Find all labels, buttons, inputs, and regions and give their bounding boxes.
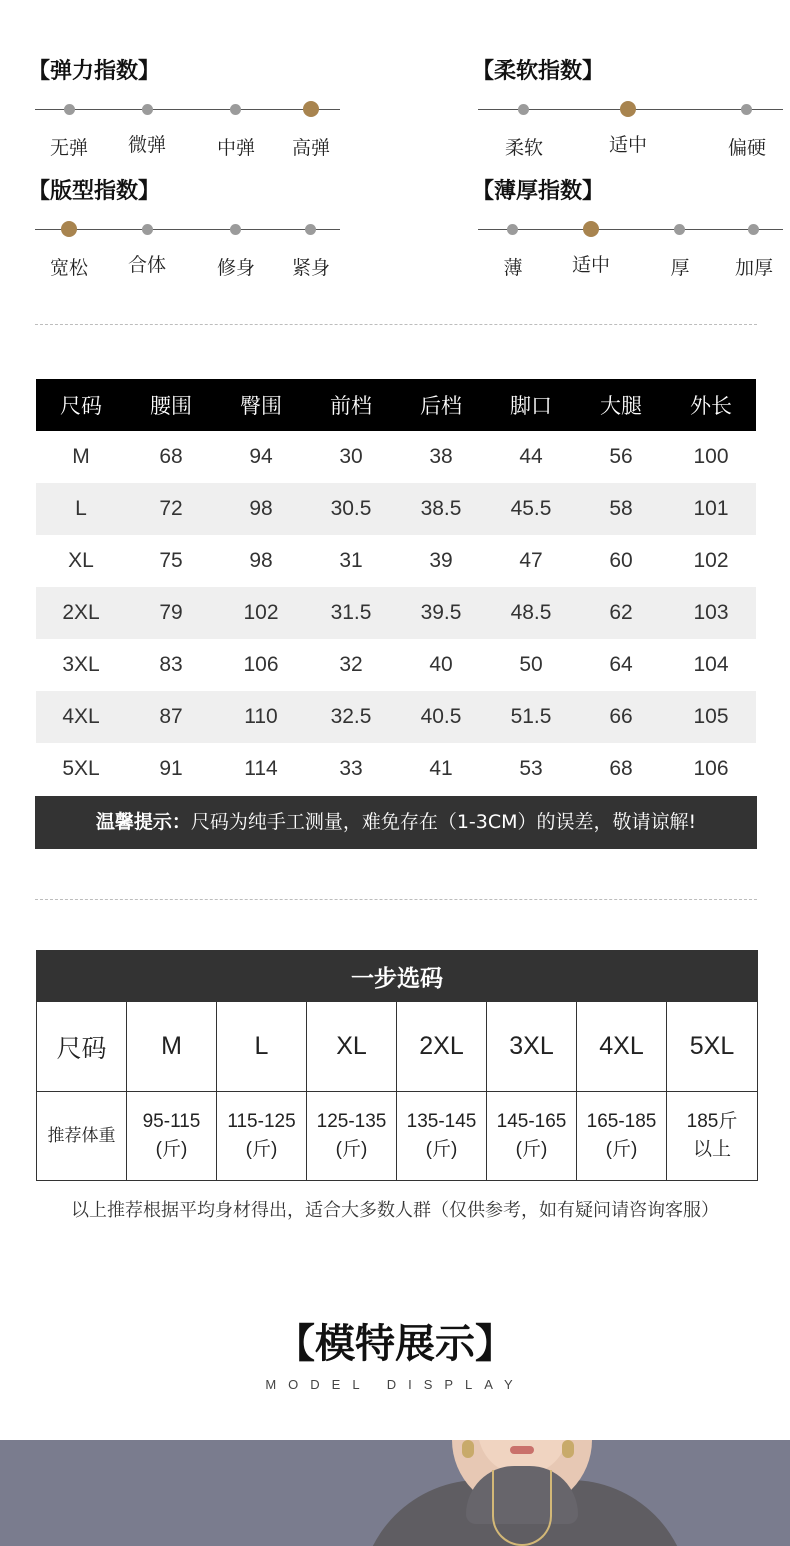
table-cell: 32	[339, 653, 363, 676]
table-cell: 110	[216, 691, 306, 743]
table-cell: 62	[576, 587, 666, 639]
elasticity-label: 微弹	[127, 134, 167, 156]
divider	[35, 899, 757, 900]
table-cell: 104	[693, 653, 729, 676]
softness-index-title: 【柔软指数】	[472, 59, 605, 84]
weight-range: 95-115	[142, 1111, 201, 1132]
table-row	[36, 743, 756, 795]
table-cell: 31.5	[306, 587, 396, 639]
table-cell: 2XL	[36, 587, 126, 639]
table-cell: 4XL	[36, 691, 126, 743]
header-front-rise: 前档	[306, 379, 396, 431]
fit-dot-1-selected	[61, 221, 77, 237]
measurement-tip-banner	[35, 796, 757, 849]
table-cell: 98	[216, 483, 306, 535]
weight-range: 125-135	[316, 1111, 387, 1132]
fit-label: 修身	[216, 257, 256, 279]
elasticity-dot-3	[230, 104, 241, 115]
weight-cell	[307, 1092, 397, 1181]
weight-cell	[127, 1092, 217, 1181]
elasticity-scale-line	[35, 109, 340, 110]
quick-size-title: 一步选码	[37, 951, 758, 1002]
weight-cell	[577, 1092, 667, 1181]
weight-cell	[667, 1092, 758, 1181]
weight-unit: (斤)	[245, 1139, 278, 1160]
table-cell: 3XL	[62, 653, 100, 676]
table-row	[36, 691, 756, 743]
table-cell: 68	[609, 757, 633, 780]
size-chart-table	[36, 379, 756, 795]
table-cell: 31	[339, 549, 363, 572]
weight-unit: (斤)	[605, 1139, 638, 1160]
quick-size-row	[37, 1002, 758, 1092]
model-earring-right	[562, 1440, 574, 1458]
table-cell: 60	[609, 549, 633, 572]
table-cell: 58	[576, 483, 666, 535]
thickness-label: 加厚	[734, 257, 774, 279]
table-cell: L	[36, 483, 126, 535]
table-cell: 51.5	[486, 691, 576, 743]
fit-scale-line	[35, 229, 340, 230]
softness-dot-3	[741, 104, 752, 115]
table-cell: 47	[519, 549, 543, 572]
tip-label: 温馨提示：	[95, 811, 191, 833]
table-row	[36, 535, 756, 587]
table-cell: 94	[249, 445, 273, 468]
weight-range: 185斤	[686, 1111, 738, 1132]
softness-label: 偏硬	[727, 137, 767, 159]
table-cell: 44	[519, 445, 543, 468]
weight-range: 115-125	[227, 1111, 296, 1132]
size-row-label: 尺码	[37, 1002, 127, 1092]
table-cell: 106	[693, 757, 729, 780]
thickness-scale-line	[478, 229, 783, 230]
table-row	[36, 639, 756, 691]
weight-unit: (斤)	[335, 1139, 368, 1160]
model-necklace	[492, 1470, 552, 1546]
recommended-weight-row	[37, 1092, 758, 1181]
table-cell: M	[72, 445, 90, 468]
fit-index-title: 【版型指数】	[28, 179, 161, 204]
size-cell: XL	[307, 1002, 397, 1092]
table-cell: 87	[126, 691, 216, 743]
weight-unit: (斤)	[425, 1139, 458, 1160]
elasticity-label-selected: 高弹	[291, 137, 331, 159]
table-cell: 103	[666, 587, 756, 639]
fit-label-selected: 宽松	[49, 257, 89, 279]
model-lips	[510, 1446, 534, 1454]
table-cell: 83	[159, 653, 183, 676]
table-row	[36, 587, 756, 639]
table-row	[36, 483, 756, 535]
weight-unit: (斤)	[155, 1139, 188, 1160]
elasticity-label: 无弹	[49, 137, 89, 159]
weight-cell	[397, 1092, 487, 1181]
elasticity-dot-1	[64, 104, 75, 115]
model-photo	[0, 1440, 790, 1546]
fit-label: 紧身	[291, 257, 331, 279]
size-cell: 3XL	[487, 1002, 577, 1092]
table-cell: 40	[429, 653, 453, 676]
fit-label: 合体	[127, 254, 167, 276]
weight-cell	[487, 1092, 577, 1181]
tip-text: 尺码为纯手工测量，难免存在（1-3CM）的误差，敬请谅解!	[190, 811, 697, 833]
quick-size-table	[36, 950, 758, 1181]
table-cell: 91	[159, 757, 183, 780]
weight-cell	[217, 1092, 307, 1181]
table-cell: 53	[519, 757, 543, 780]
table-cell: 41	[429, 757, 453, 780]
thickness-dot-2-selected	[583, 221, 599, 237]
recommendation-note: 以上推荐根据平均身材得出，适合大多数人群（仅供参考，如有疑问请咨询客服）	[71, 1200, 719, 1221]
thickness-dot-3	[674, 224, 685, 235]
table-cell: 102	[693, 549, 729, 572]
table-cell: 39.5	[396, 587, 486, 639]
weight-row-label: 推荐体重	[37, 1092, 127, 1181]
table-cell: 114	[244, 757, 278, 780]
table-cell: 48.5	[486, 587, 576, 639]
table-cell: 30	[339, 445, 363, 468]
model-earring-left	[462, 1440, 474, 1458]
table-cell: 68	[159, 445, 183, 468]
table-cell: 98	[249, 549, 273, 572]
table-cell: 30.5	[306, 483, 396, 535]
thickness-label: 薄	[503, 257, 523, 279]
softness-dot-1	[518, 104, 529, 115]
table-cell: XL	[68, 549, 94, 572]
weight-range: 135-145	[406, 1111, 477, 1132]
size-cell: 4XL	[577, 1002, 667, 1092]
elasticity-label: 中弹	[216, 137, 256, 159]
model-section-title: 【模特展示】	[275, 1321, 515, 1367]
table-cell: 50	[519, 653, 543, 676]
size-cell: 2XL	[397, 1002, 487, 1092]
table-cell: 64	[609, 653, 633, 676]
thickness-dot-4	[748, 224, 759, 235]
table-row	[36, 431, 756, 483]
table-cell: 100	[693, 445, 729, 468]
softness-label: 柔软	[504, 137, 544, 159]
header-length: 外长	[666, 379, 756, 431]
thickness-label: 厚	[670, 257, 690, 279]
header-waist: 腰围	[126, 379, 216, 431]
softness-label-selected: 适中	[608, 134, 648, 156]
fit-dot-3	[230, 224, 241, 235]
thickness-index-title: 【薄厚指数】	[472, 179, 605, 204]
weight-unit: 以上	[692, 1139, 731, 1160]
thickness-dot-1	[507, 224, 518, 235]
fit-dot-4	[305, 224, 316, 235]
softness-dot-2-selected	[620, 101, 636, 117]
table-cell: 66	[576, 691, 666, 743]
weight-range: 145-165	[496, 1111, 567, 1132]
header-size: 尺码	[36, 379, 126, 431]
table-cell: 39	[429, 549, 453, 572]
table-cell: 106	[243, 653, 279, 676]
table-cell: 72	[126, 483, 216, 535]
weight-range: 165-185	[586, 1111, 657, 1132]
table-cell: 5XL	[62, 757, 100, 780]
table-cell: 45.5	[486, 483, 576, 535]
table-cell: 40.5	[396, 691, 486, 743]
size-cell: M	[127, 1002, 217, 1092]
elasticity-dot-2	[142, 104, 153, 115]
table-cell: 56	[609, 445, 633, 468]
elasticity-dot-4-selected	[303, 101, 319, 117]
divider	[35, 324, 757, 325]
header-back-rise: 后档	[396, 379, 486, 431]
weight-unit: (斤)	[515, 1139, 548, 1160]
table-cell: 38	[429, 445, 453, 468]
table-cell: 105	[666, 691, 756, 743]
table-cell: 102	[216, 587, 306, 639]
table-cell: 33	[339, 757, 363, 780]
table-cell: 79	[126, 587, 216, 639]
elasticity-index-title: 【弹力指数】	[28, 59, 161, 84]
size-cell: 5XL	[667, 1002, 758, 1092]
table-cell: 32.5	[306, 691, 396, 743]
table-cell: 75	[159, 549, 183, 572]
header-leg-opening: 脚口	[486, 379, 576, 431]
table-cell: 101	[666, 483, 756, 535]
fit-dot-2	[142, 224, 153, 235]
size-cell: L	[217, 1002, 307, 1092]
header-thigh: 大腿	[576, 379, 666, 431]
thickness-label-selected: 适中	[571, 254, 611, 276]
table-cell: 38.5	[396, 483, 486, 535]
header-hip: 臀围	[216, 379, 306, 431]
size-chart-header-row	[36, 379, 756, 431]
model-section-subtitle: MODEL DISPLAY	[265, 1377, 525, 1392]
